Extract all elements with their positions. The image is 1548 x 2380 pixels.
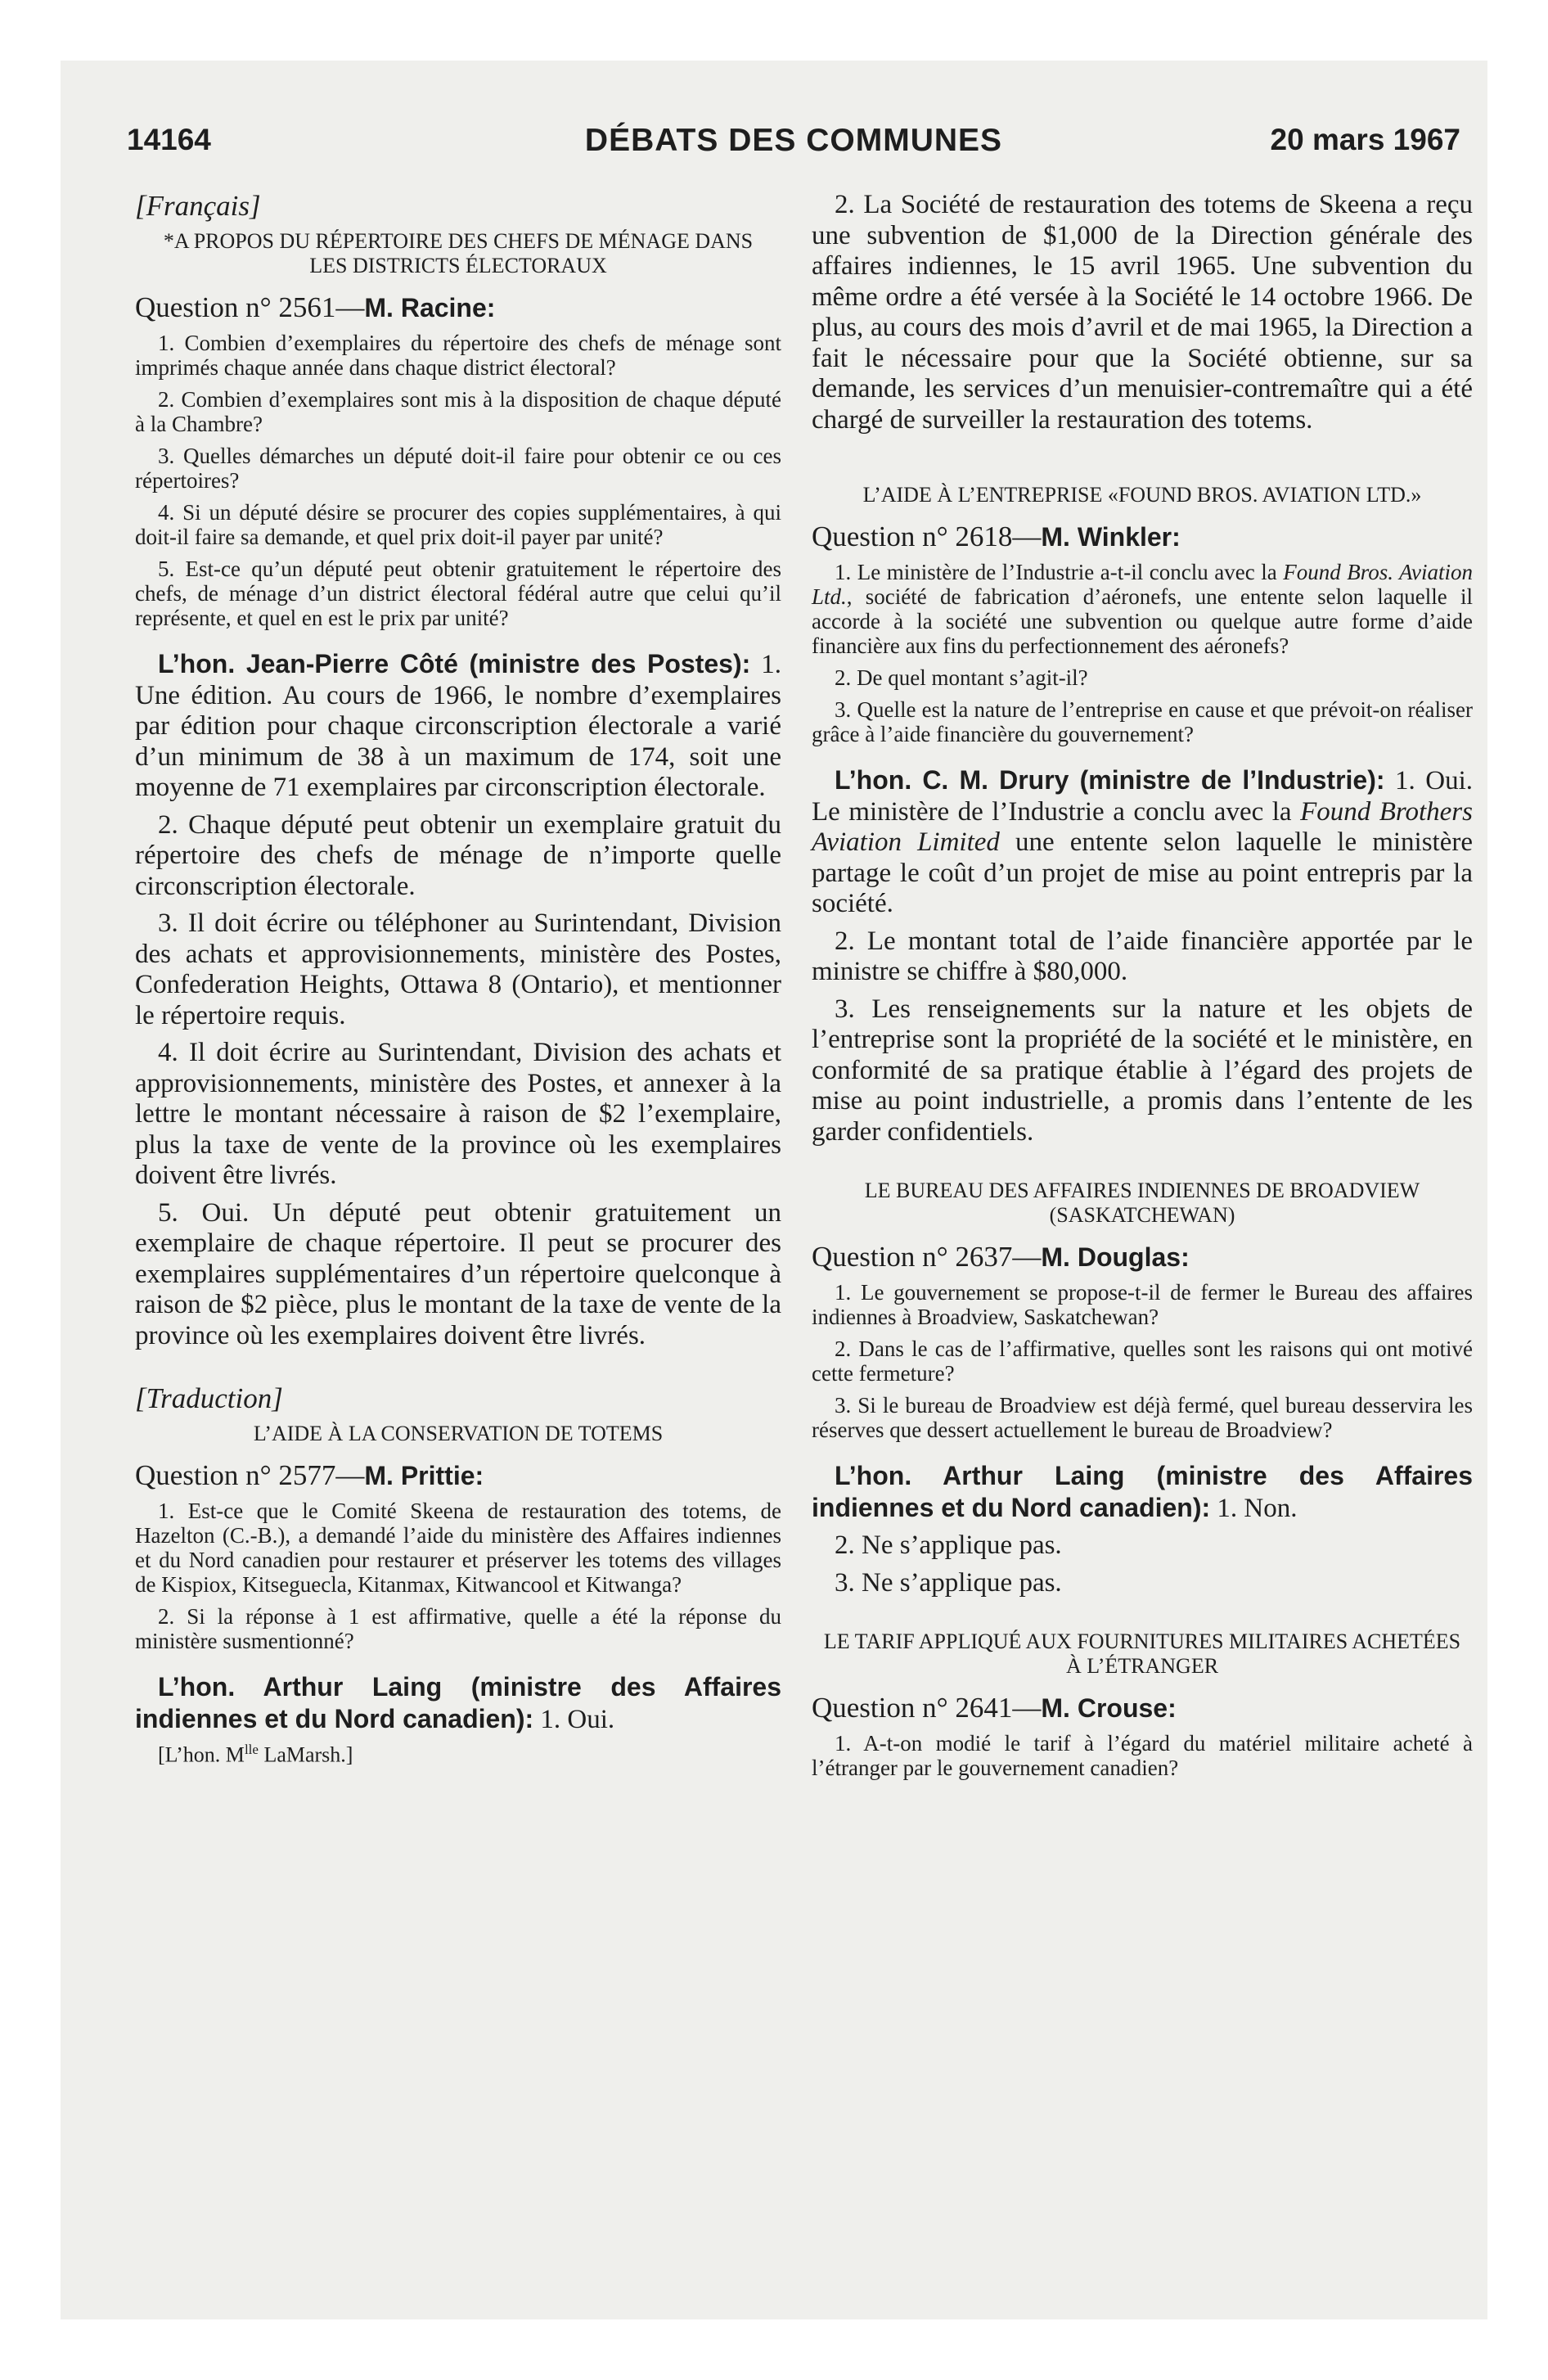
right-column <box>812 190 1473 1787</box>
question-number: Question n° 2618— <box>812 521 1042 552</box>
section-heading-tarif: LE TARIF APPLIQUÉ AUX FOURNITURES MILITAIRES ACHETÉES À L’ÉTRANGER <box>823 1629 1461 1678</box>
question-item: 3. Quelle est la nature de l’entreprise en cause et que prévoit-on réaliser grâce à l’aide financière du gouvernement? <box>812 697 1473 746</box>
question-item: 3. Si le bureau de Broadview est déjà fermé, quel bureau desservira les réserves que dessert actuellement le bureau de Broadview? <box>812 1393 1473 1442</box>
question-number: Question n° 2561— <box>135 291 365 323</box>
question-item: 1. Est-ce que le Comité Skeena de restauration des totems, de Hazelton (C.-B.), a demandé l’aide du ministère des Affaires indiennes et du Nord canadien pour restaurer et préserver les totems des villages de Kispiox, Kitseguecla, Kitanmax, Kitwancool et Kitwanga? <box>135 1499 781 1597</box>
question-2561 <box>135 291 781 324</box>
left-column <box>135 190 781 1768</box>
question-2637 <box>812 1241 1473 1273</box>
page-title: DÉBATS DES COMMUNES <box>584 123 1003 158</box>
language-tag: [Français] <box>135 190 261 222</box>
answer-paragraph: 2. Chaque député peut obtenir un exemplaire gratuit du répertoire des chefs de ménage de n’importe quelle circonscription électorale. <box>135 809 781 901</box>
question-2577 <box>135 1459 781 1492</box>
question-number: Question n° 2577— <box>135 1459 365 1491</box>
answer-text: 1. Une édition. Au cours de 1966, le nombre d’exemplaires par édition pour chaque circonscription électorale a varié d’un minimum de 38 à un maximum de 174, soit une moyenne de 71 exemplaires par circonscription électorale. <box>135 650 782 802</box>
answer-paragraph: 3. Ne s’applique pas. <box>835 1567 1062 1598</box>
answer-paragraph: 2. La Société de restauration des totems de Skeena a reçu une subvention de $1,000 de la Direction générale des affaires indiennes, le 15 avril 1965. Une subvention du même ordre a été versée à la Société le 14 octobre 1966. De plus, au cours des mois d’avril et de mai 1965, la Direction a fait le nécessaire pour que la Société obtienne, sur sa demande, les services d’un menuisier-contremaître qui a été chargé de surveiller la restauration des totems. <box>812 190 1473 435</box>
answer-paragraph: 2. Le montant total de l’aide financière apportée par le ministre se chiffre à $80,000. <box>812 926 1473 986</box>
answer-paragraph: 2. Ne s’applique pas. <box>835 1530 1062 1560</box>
answer-speaker: L’hon. Arthur Laing (ministre des Affaires indiennes et du Nord canadien): <box>135 1672 781 1733</box>
question-item: 2. Combien d’exemplaires sont mis à la disposition de chaque député à la Chambre? <box>135 387 781 436</box>
question-number: Question n° 2637— <box>812 1241 1042 1273</box>
question-item: 1. A-t-on modié le tarif à l’égard du matériel militaire acheté à l’étranger par le gouvernement canadien? <box>812 1731 1473 1780</box>
section-heading-found-bros: L’AIDE À L’ENTREPRISE «FOUND BROS. AVIATION LTD.» <box>862 483 1422 507</box>
page-date: 20 mars 1967 <box>1270 123 1460 156</box>
language-tag: [Traduction] <box>135 1382 283 1414</box>
question-number: Question n° 2641— <box>812 1692 1042 1724</box>
question-author: M. Winkler: <box>1041 522 1181 552</box>
answer-paragraph: 3. Les renseignements sur la nature et les objets de l’entreprise sont la propriété de la société et le ministère, en conformité de sa pratique établie à l’égard des projets de mise au point industrielle, a promis dans l’entente de les garder confidentiels. <box>812 994 1473 1147</box>
answer-speaker: L’hon. Arthur Laing (ministre des Affaires indiennes et du Nord canadien): <box>812 1461 1473 1522</box>
answer-text: 1. Oui. <box>540 1704 615 1734</box>
section-heading-totems: L’AIDE À LA CONSERVATION DE TOTEMS <box>253 1422 664 1445</box>
question-item: 1. Le gouvernement se propose-t-il de fermer le Bureau des affaires indiennes à Broadview, Saskatchewan? <box>812 1280 1473 1329</box>
question-item: 1. Le ministère de l’Industrie a-t-il conclu avec la Found Bros. Aviation Ltd., société de fabrication d’aéronefs, une entente selon laquelle il accorde à la société une subvention ou quelque autre forme d’aide financière aux fins du perfectionnement des aéronefs? <box>812 560 1473 658</box>
question-2641 <box>812 1692 1473 1724</box>
page-number: 14164 <box>127 123 211 156</box>
running-head <box>127 123 1460 169</box>
question-item: 1. Combien d’exemplaires du répertoire des chefs de ménage sont imprimés chaque année dans chaque district électoral? <box>135 331 781 380</box>
answer-paragraph: 5. Oui. Un député peut obtenir gratuitement un exemplaire de chaque répertoire. Il peut se procurer des exemplaires supplémentaires d’un répertoire quelconque à raison de $2 pièce, plus le montant de la taxe de vente de la province où les exemplaires doivent être livrés. <box>135 1197 781 1350</box>
speaker-reference: [L’hon. $M^{lle}$ LaMarsh.] <box>158 1742 353 1767</box>
answer-paragraph <box>135 1672 781 1735</box>
section-heading-repertoire: *A PROPOS DU RÉPERTOIRE DES CHEFS DE MÉNAGE DANS LES DISTRICTS ÉLECTORAUX <box>163 229 754 277</box>
question-item: 2. De quel montant s’agit-il? <box>835 665 1088 690</box>
question-author: M. Crouse: <box>1041 1693 1177 1723</box>
answer-paragraph: 4. Il doit écrire au Surintendant, Division des achats et approvisionnements, ministère des Postes, et annexer à la lettre le montant nécessaire à raison de $2 l’exemplaire, plus la taxe de vente de la province où les exemplaires doivent être livrés. <box>135 1038 781 1190</box>
question-author: M. Douglas: <box>1041 1242 1190 1272</box>
question-author: M. Prittie: <box>364 1461 484 1490</box>
question-2618 <box>812 521 1473 553</box>
answer-paragraph: L’hon. Arthur Laing (ministre des Affaires indiennes et du Nord canadien): 1. Non. <box>812 1461 1473 1523</box>
question-author: M. Racine: <box>364 293 496 322</box>
answer-speaker: L’hon. Jean-Pierre Côté (ministre des Postes): <box>158 649 751 678</box>
answer-paragraph <box>135 649 781 804</box>
question-item: 4. Si un député désire se procurer des copies supplémentaires, à qui doit-il faire sa demande, et quel prix doit-il payer par unité? <box>135 500 781 549</box>
question-item: 5. Est-ce qu’un député peut obtenir gratuitement le répertoire des chefs, de ménage d’un district électoral fédéral autre que celui qu’il représente, et quel en est le prix par unité? <box>135 557 781 630</box>
answer-paragraph: L’hon. C. M. Drury (ministre de l’Industrie): 1. Oui. Le ministère de l’Industrie a conclu avec la Found Brothers Aviation Limited une entente selon laquelle le ministère partage le coût d’un projet de mise au point entrepris par la société. <box>812 765 1474 918</box>
question-item: 3. Quelles démarches un député doit-il faire pour obtenir ce ou ces répertoires? <box>135 444 781 493</box>
question-item: 2. Si la réponse à 1 est affirmative, quelle a été la réponse du ministère susmentionné? <box>135 1604 781 1653</box>
answer-paragraph: 3. Il doit écrire ou téléphoner au Surintendant, Division des achats et approvisionnements, ministère des Postes, Confederation Heights, Ottawa 8 (Ontario), et mentionner le répertoire requis. <box>135 908 781 1030</box>
section-heading-broadview: LE BUREAU DES AFFAIRES INDIENNES DE BROADVIEW (SASKATCHEWAN) <box>864 1179 1420 1227</box>
question-item: 2. Dans le cas de l’affirmative, quelles sont les raisons qui ont motivé cette fermeture? <box>812 1336 1473 1386</box>
answer-speaker: L’hon. C. M. Drury (ministre de l’Industrie): <box>835 765 1385 795</box>
